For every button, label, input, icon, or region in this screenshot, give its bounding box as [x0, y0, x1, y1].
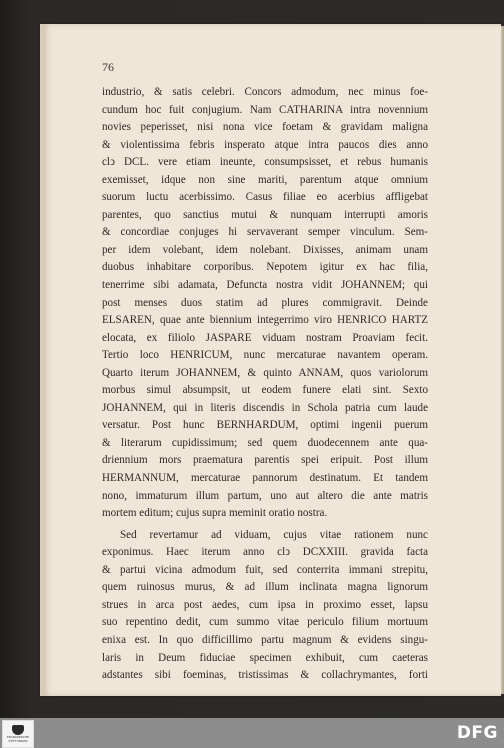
text-line: HERMANNUM, mercaturae pannorum destinatum. Et tandem — [102, 472, 428, 485]
text-line: morbus simul absumpsit, ut eodem funere elati sint. Sexto — [102, 384, 428, 397]
text-line: ELSAREN, quae ante biennium integerrimo viro HENRICO HARTZ — [102, 314, 428, 327]
text-line: clↄ DCL. vere etiam ineunte, consumpsisset, et rebus humanis — [102, 156, 428, 169]
viewer-footer — [0, 718, 504, 748]
dfg-logo[interactable]: DFG — [456, 723, 498, 743]
crest-icon — [12, 725, 24, 735]
text-line: adstantes sibi foeminas, tristissimas & collachrymantes, forti — [102, 669, 428, 682]
text-line: tenerrime sibi adamata, Defuncta nostra vidit JOHANNEM; qui — [102, 279, 428, 292]
text-line: driennium mors praematura parentis spei eripuit. Post illum — [102, 454, 428, 467]
text-line: duobus inhabitare corporibus. Nepotem igitur ex hac filia, — [102, 261, 428, 274]
text-line: laris in Deum fiduciae specimen exhibuit, cum caeteras — [102, 651, 428, 664]
body-text — [102, 84, 428, 685]
text-line: suorum luctu acerbissimo. Casus filiae eo acerbius affligebat — [102, 191, 428, 204]
text-line: parentes, quo sanctius mutui & nunquam interrupti amoris — [102, 208, 428, 221]
text-line: nono, immaturum illum partum, uno aut altero die ante matris — [102, 489, 428, 502]
text-line: strues in arca post aedes, cum ipsa in proximo esset, lapsu — [102, 598, 428, 611]
institution-logo[interactable] — [2, 720, 34, 748]
text-line: cundum hoc fuit conjugium. Nam CATHARINA intra novennium — [102, 103, 428, 116]
text-line: & partui vicina admodum fuit, sed conterrita immani strepitu, — [102, 563, 428, 576]
text-line: Tertio loco HENRICUM, nunc mercaturae navantem operam. — [102, 349, 428, 362]
institution-name: FRANCKESCHE STIFTUNGEN — [6, 735, 30, 743]
text-line: mortem editum; cujus supra meminit oratio nostra. — [102, 507, 328, 520]
text-line: Quarto iterum JOHANNEM, & quinto ANNAM, quos variolorum — [102, 366, 428, 379]
text-line: enixa est. In quo difficillimo partu magnum & evidens singu- — [102, 633, 428, 646]
text-line: suo repentino dedit, cum summo vitae periculo filium mortuum — [102, 616, 428, 629]
text-line: & literarum cupidissimum; sed quem duodecennem ante qua- — [102, 436, 428, 449]
page-number: 76 — [102, 60, 114, 74]
text-line: JOHANNEM, qui in literis discendis in Schola patria cum laude — [102, 401, 428, 414]
text-line: exponimus. Haec iterum anno clↄ DCXXIII. gravida facta — [102, 546, 428, 559]
text-line: exemisset, idque non sine mariti, parentum atque omnium — [102, 173, 428, 186]
text-line: novies peperisset, nisi nona vice foetam & gravidam maligna — [102, 121, 428, 134]
text-line: industrio, & satis celebri. Concors admodum, nec minus foe- — [102, 86, 428, 98]
text-line: per idem volebant, idem nolebant. Dixisses, animam unam — [102, 243, 428, 256]
text-line: & concordiae conjuges hi servaverant semper vinculum. Sem- — [102, 226, 428, 239]
text-line: & violentissima febris insperato atque intra paucos dies anno — [102, 138, 428, 151]
text-line: post menses duos statim ad plures commigravit. Deinde — [102, 296, 428, 309]
text-line: Sed revertamur ad viduam, cujus vitae rationem nunc — [120, 528, 428, 541]
text-line: quem ruinosus murus, & ad illum inclinata magna lignorum — [102, 581, 428, 594]
text-line: versatur. Post hunc BERNHARDUM, optimi ingenii puerum — [102, 419, 428, 432]
text-line: elocata, ex filiolo JASPARE viduam nostram Proaviam fecit. — [102, 331, 428, 344]
